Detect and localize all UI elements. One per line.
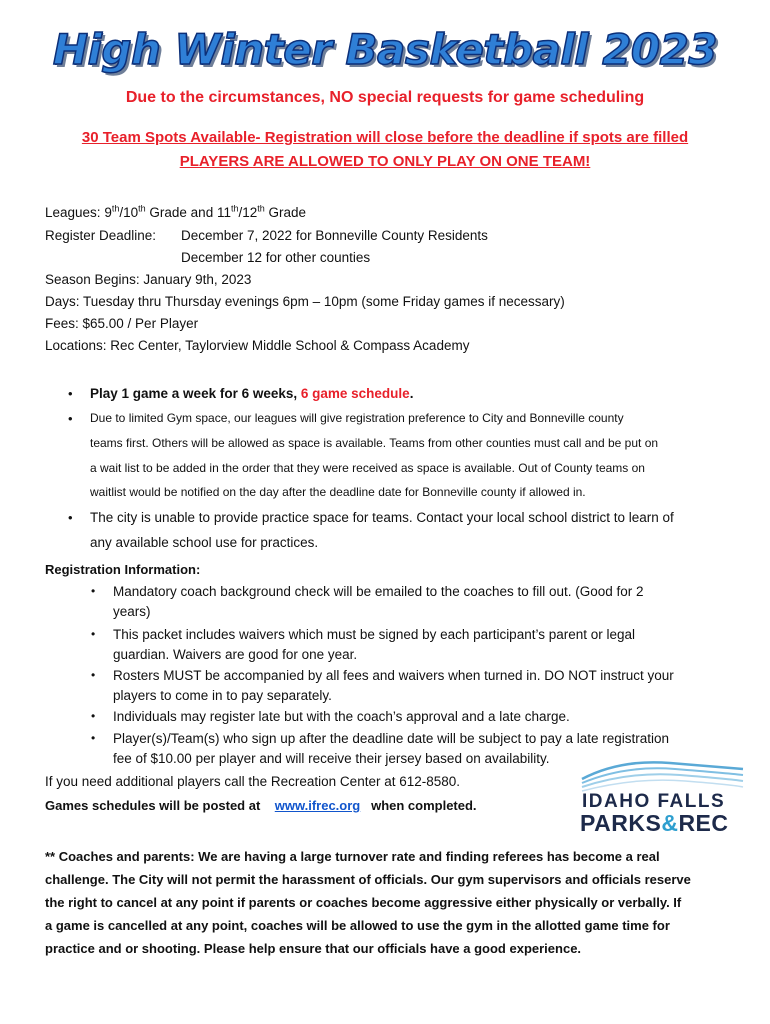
bullet-dot: • — [68, 411, 73, 426]
logo-idaho-falls: IDAHO FALLS — [582, 791, 726, 812]
notice-line: the right to cancel at any point if parents or coaches become aggressive either physically or verbally. If — [45, 895, 682, 910]
practice-line-2: any available school use for practices. — [90, 535, 319, 550]
deadline-value-1: December 7, 2022 for Bonneville County Residents — [181, 228, 488, 243]
notice-line: challenge. The City will not permit the harassment of officials. Our gym supervisors and officials reserve — [45, 872, 691, 887]
wave-icon — [580, 757, 745, 793]
bullet-dot: • — [91, 709, 96, 723]
practice-line-1: The city is unable to provide practice space for teams. Contact your local school district to learn of — [90, 510, 674, 525]
schedules-text: Games schedules will be posted at — [45, 798, 261, 813]
registration-item: Individuals may register late but with the coach’s approval and a late charge. — [113, 709, 570, 724]
bullet-dot: • — [91, 584, 96, 598]
registration-item: Mandatory coach background check will be emailed to the coaches to fill out. (Good for 2 years) — [113, 584, 644, 619]
locations-row: Locations: Rec Center, Taylorview Middle School & Compass Academy — [45, 338, 470, 353]
contact-line: If you need additional players call the Recreation Center at 612-8580. — [45, 774, 461, 789]
days-row: Days: Tuesday thru Thursday evenings 6pm – 10pm (some Friday games if necessary) — [45, 294, 565, 309]
gym-space-line-3: a wait list to be added in the order that they were received as space is available. Out of County teams on — [90, 461, 645, 475]
flyer-page: High Winter Basketball 2023 Due to the circumstances, NO special requests for game scheduling 30 Team Spots Available- Registration will close before the deadline if spots are filled PLAYERS ARE ALLOWED TO ONLY PLAY ON ONE TEAM! Leagues: 9th/10th Grade and 11th/12th Grade Register Deadline: December 7, 2022 for Bonneville County Residents December 12 for other counties Season Begins: January 9th, 2023 Days: Tuesday thru Thursday evenings 6pm – 10pm (some Friday games if necessary) Fees: $65.00 / Per Player Locations: Rec Center, Taylorview Middle School & Compass Academy • Play 1 game a week for 6 weeks, 6 game schedule. • Due to limited Gym space, our leagues will give registration preference to City and Bonneville county teams first. Others will be allowed as space is available. Teams from other counties must call and be put on a wait list to be added in the order that they were received as space is available. Out of County teams on waitlist would be notified on the day after the deadline date for Bonneville county if allowed in. • The city is unable to provide practice space for teams. Contact your local school district to learn of any available school use for practices. Registration Information: • Mandatory coach background check will be emailed to the coaches to fill out. (Good for 2 years) • This packet includes waivers which must be signed by each participant’s parent or legal guardian. Waivers are good for one year. • Rosters MUST be accompanied by all fees and waivers when turned in. DO NOT instruct your players to come in to pay separately. • Individuals may register late but with the coach’s approval and a late charge. • Player(s)/Team(s) who sign up after the deadline date will be subject to pay a late registration fee of $10.00 per player and will receive their jersey based on availability. If you need additional players call the Recreation Center at 612-8580. Games schedules will be posted at www.ifrec.org when completed. IDAHO FALLS PARKS&REC ** Coaches and parents: We are having a large turnover rate and finding referees has become a real challenge. The City will not permit the harassment of officials. Our gym supervisors and officials reserve the right to cancel at any point if parents or coaches become aggressive either physically or verbally. If a game is cancelled at any point, coaches will be allowed to use the gym in the allotted game time for practice and or shooting. Please help ensure that our officials have a good experience. — [0, 0, 770, 1024]
deadline-row — [45, 228, 645, 243]
deadline-label: Register Deadline: — [45, 228, 157, 243]
fees-row: Fees: $65.00 / Per Player — [45, 316, 199, 331]
one-team-notice: PLAYERS ARE ALLOWED TO ONLY PLAY ON ONE TEAM! — [179, 153, 591, 170]
season-row: Season Begins: January 9th, 2023 — [45, 272, 252, 287]
gym-space-line-1: Due to limited Gym space, our leagues will give registration preference to City and Bonneville county — [90, 411, 624, 425]
gym-space-line-2: teams first. Others will be allowed as space is available. Teams from other counties must call and be put on — [90, 436, 659, 450]
bullet-dot: • — [91, 627, 96, 641]
deadline-value-2: December 12 for other counties — [181, 250, 371, 265]
leagues-row — [45, 205, 306, 220]
spots-notice: 30 Team Spots Available- Registration will close before the deadline if spots are filled — [81, 129, 689, 146]
scheduling-notice: Due to the circumstances, NO special requests for game scheduling — [125, 89, 645, 106]
registration-heading: Registration Information: — [45, 562, 201, 577]
schedules-text-end: when completed. — [371, 798, 477, 813]
bullet-dot: • — [68, 510, 73, 525]
ifrec-link[interactable]: www.ifrec.org — [274, 798, 361, 813]
flyer-title: High Winter Basketball 2023 — [52, 25, 718, 74]
leagues-label: Leagues: — [45, 205, 101, 220]
notice-line: ** Coaches and parents: We are having a large turnover rate and finding referees has become a real — [45, 849, 660, 864]
schedules-line — [45, 798, 477, 813]
bullet-dot: • — [91, 731, 96, 745]
registration-item: Rosters MUST be accompanied by all fees and waivers when turned in. DO NOT instruct your players to come in to pay separately. — [113, 668, 674, 703]
notice-line: a game is cancelled at any point, coaches will be allowed to use the gym in the allotted game time for — [45, 918, 670, 933]
gym-space-line-4: waitlist would be notified on the day after the deadline date for Bonneville county if allowed in. — [90, 485, 586, 499]
registration-item: Player(s)/Team(s) who sign up after the deadline date will be subject to pay a late registration fee of $10.00 per player and will receive their jersey based on availability. — [113, 731, 670, 766]
bullet-dot: • — [91, 668, 96, 682]
bullet-dot: • — [68, 386, 73, 401]
leagues-value: 9th/10th Grade and 11th/12th Grade — [104, 203, 307, 220]
idaho-falls-parks-rec-logo — [580, 757, 745, 837]
notice-line: practice and or shooting. Please help ensure that our officials have a good experience. — [45, 941, 582, 956]
logo-parks-rec: PARKS&REC — [580, 810, 729, 836]
registration-item: This packet includes waivers which must be signed by each participant’s parent or legal guardian. Waivers are good for one year. — [113, 627, 636, 662]
